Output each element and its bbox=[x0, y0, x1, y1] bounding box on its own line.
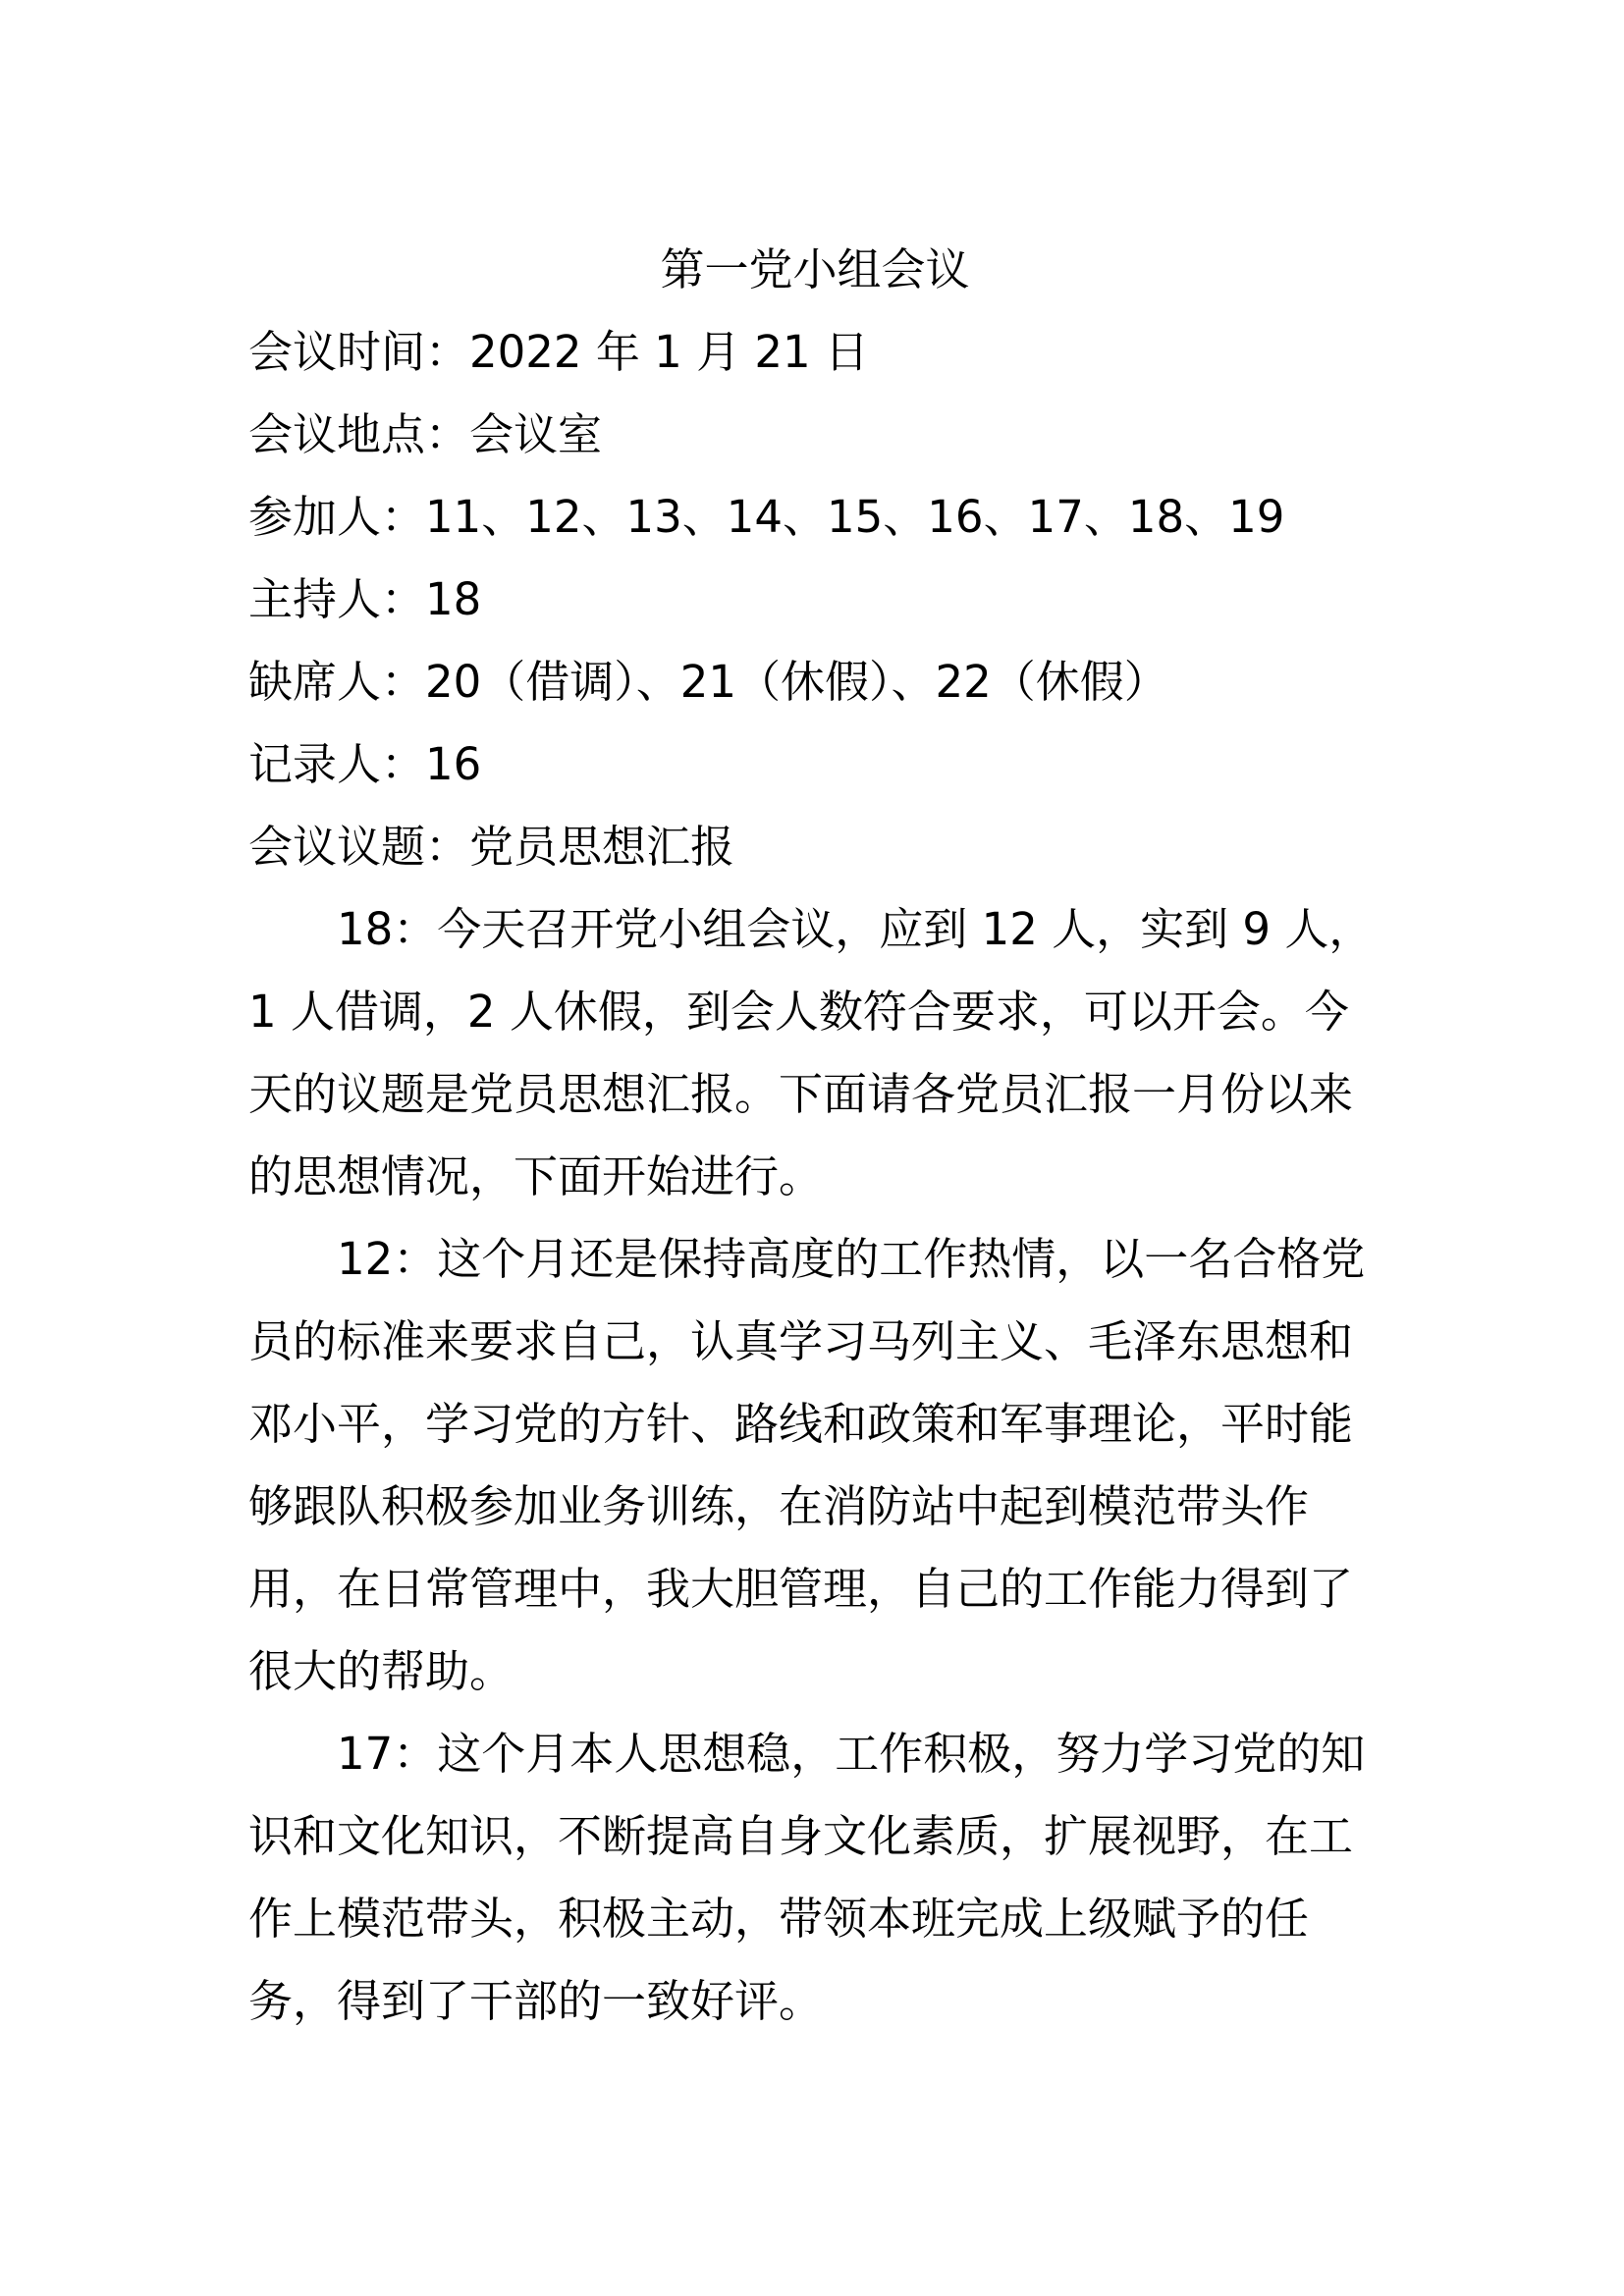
meeting-topic: 会议议题：党员思想汇报 bbox=[248, 821, 735, 873]
paragraph-report-17: 17：这个月本人思想稳，工作积极，努力学习党的知识和文化知识，不断提高自身文化素质，扩展视野，在工作上模范带头，积极主动，带领本班完成上级赋予的任务，得到了干部的一致好评。 bbox=[248, 1728, 1366, 2027]
host: 主持人：18 bbox=[248, 573, 482, 625]
meeting-time: 会议时间：2022 年 1 月 21 日 bbox=[248, 326, 869, 378]
recorder: 记录人：16 bbox=[248, 738, 482, 790]
attendees: 参加人：11、12、13、14、15、16、17、18、19 bbox=[248, 491, 1285, 543]
paragraph-report-12: 12：这个月还是保持高度的工作热情，以一名合格党员的标准来要求自己，认真学习马列主义、毛泽东思想和邓小平，学习党的方针、路线和政策和军事理论，平时能够跟队积极参加业务训练，在消防站中起到模范带头作用，在日常管理中，我大胆管理，自己的工作能力得到了很大的帮助。 bbox=[248, 1233, 1366, 1697]
document-page bbox=[248, 229, 1387, 2043]
meeting-location: 会议地点：会议室 bbox=[248, 408, 603, 460]
document-title: 第一党小组会议 bbox=[660, 243, 970, 295]
paragraph-host-opening: 18：今天召开党小组会议，应到 12 人，实到 9 人，1 人借调，2 人休假，到会人数符合要求，可以开会。今天的议题是党员思想汇报。下面请各党员汇报一月份以来的思想情况，下面开始进行。 bbox=[248, 903, 1374, 1202]
absentees: 缺席人：20（借调）、21（休假）、22（休假） bbox=[248, 656, 1168, 708]
